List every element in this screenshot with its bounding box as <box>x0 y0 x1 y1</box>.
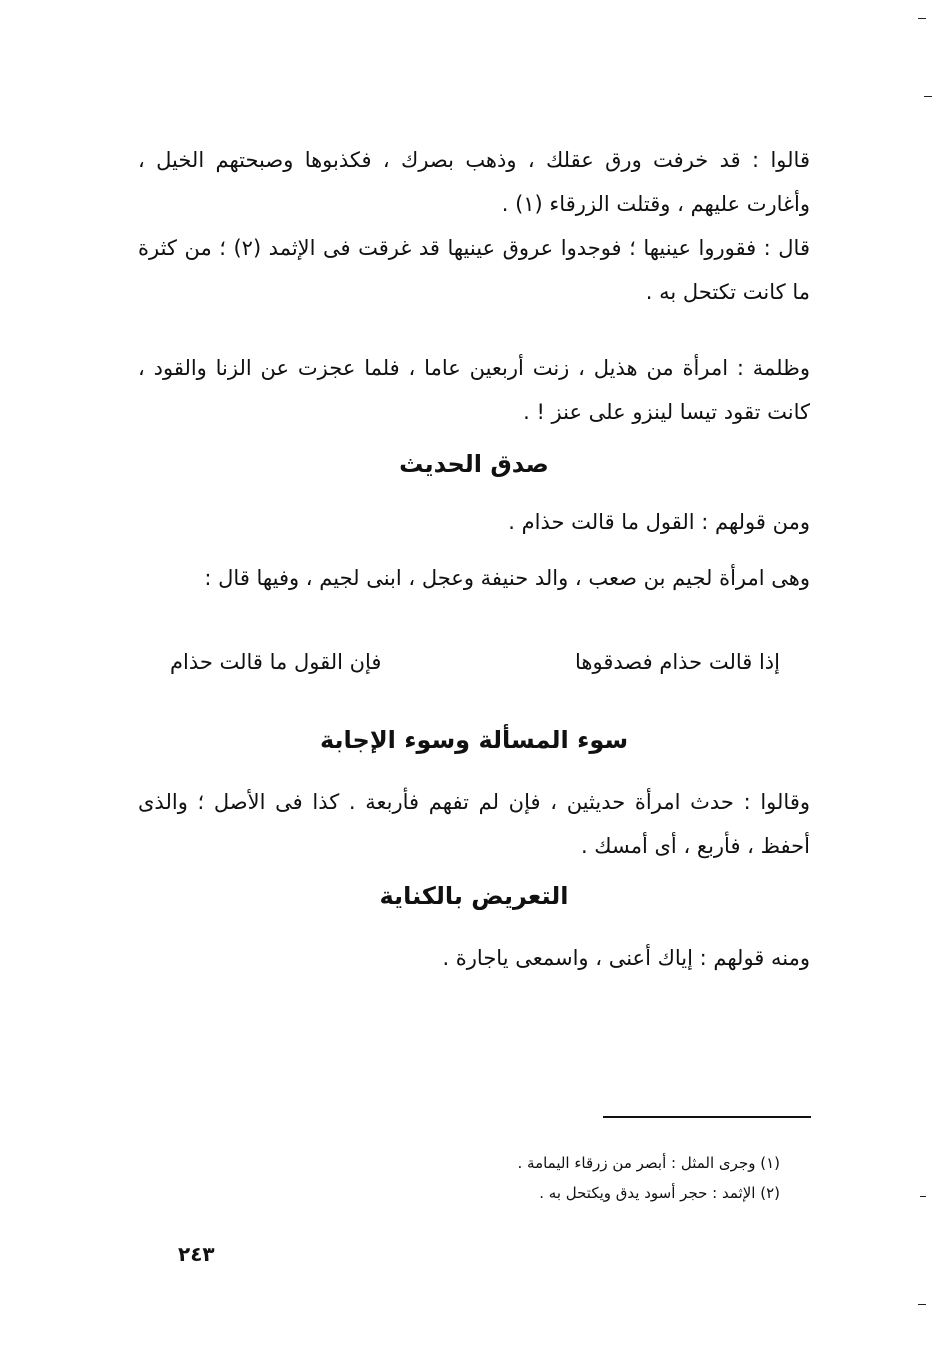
scan-mark <box>920 1196 926 1197</box>
paragraph-2: قال : فقوروا عينيها ؛ فوجدوا عروق عينيها قد غرقت فى الإثمد (٢) ؛ من كثرة ما كانت تكتحل به . <box>138 236 810 304</box>
paragraph-4: ومن قولهم : القول ما قالت حذام . <box>508 510 810 534</box>
verse-first-hemistich: إذا قالت حذام فصدقوها <box>575 650 780 674</box>
heading-sidq-al-hadith: صدق الحديث <box>399 450 549 478</box>
paragraph-7: ومنه قولهم : إياك أعنى ، واسمعى ياجارة . <box>442 946 810 970</box>
heading-al-tarid: التعريض بالكناية <box>379 882 569 910</box>
footnotes <box>440 1148 780 1208</box>
paragraph-6: وقالوا : حدث امرأة حديثين ، فإن لم تفهم فأربعة . كذا فى الأصل ؛ والذى أحفظ ، فأربع ، أى أمسك . <box>138 790 810 858</box>
heading-su-al-masala: سوء المسألة وسوء الإجابة <box>319 726 629 754</box>
paragraph-3: وظلمة : امرأة من هذيل ، زنت أربعين عاما ، فلما عجزت عن الزنا والقود ، كانت تقود تيسا لينزو على عنز ! . <box>138 356 810 424</box>
footnote-1: (١) وجرى المثل : أبصر من زرقاء اليمامة . <box>517 1154 780 1172</box>
scan-mark <box>924 96 932 97</box>
paragraph-5: وهى امرأة لجيم بن صعب ، والد حنيفة وعجل ، ابنى لجيم ، وفيها قال : <box>204 566 810 590</box>
scan-mark <box>918 18 926 19</box>
page-number: ٢٤٣ <box>178 1242 215 1266</box>
verse-second-hemistich: فإن القول ما قالت حذام <box>170 650 382 674</box>
paragraph-1: قالوا : قد خرفت ورق عقلك ، وذهب بصرك ، فكذبوها وصبحتهم الخيل ، وأغارت عليهم ، وقتلت الزرقاء (١) . <box>138 148 810 216</box>
footnote-2: (٢) الإثمد : حجر أسود يدق ويكتحل به . <box>539 1184 780 1202</box>
scan-mark <box>918 1304 926 1305</box>
footnote-separator <box>603 1116 811 1118</box>
poem-verse <box>170 642 780 682</box>
